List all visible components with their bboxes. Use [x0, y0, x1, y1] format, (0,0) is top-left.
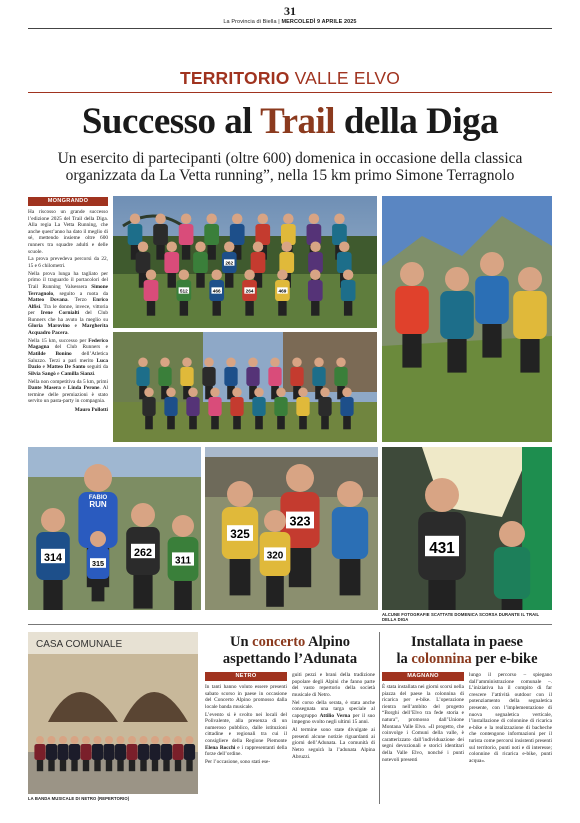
- concerto-paragraph: [292, 672, 375, 698]
- bib-number: 466: [212, 289, 221, 295]
- section-rule: [28, 92, 552, 93]
- bib-number: 262: [225, 261, 234, 267]
- concerto-paragraph: [205, 759, 287, 766]
- bib-number: 314: [43, 551, 63, 564]
- band-photo-caption: LA BANDA MUSICALE DI NETRO (REPERTORIO): [28, 796, 130, 801]
- photo-band-netro: [28, 632, 198, 794]
- concerto-paragraph: [205, 712, 287, 758]
- concerto-body-col2: [292, 672, 375, 761]
- bottom-section-rule: [28, 624, 552, 625]
- text-run: per il suo impegno svolto negli ultimi 15 anni.: [292, 712, 375, 726]
- concerto-title: [205, 634, 375, 668]
- main-paragraph: [28, 209, 108, 255]
- colonnina-title-post: per e-bike: [471, 651, 538, 667]
- person-name: Luca Dazio: [28, 357, 108, 371]
- text-run: e: [60, 385, 68, 392]
- bib-number: 262: [133, 546, 153, 559]
- person-name: Matteo De Santo: [46, 364, 86, 371]
- colonnina-title-line1: Installata in paese: [411, 634, 523, 650]
- concerto-location-tag: NETRO: [205, 672, 287, 681]
- text-run: del Club Runners che ha avuto la meglio su: [28, 310, 109, 323]
- person-name: Matilde Bonino: [28, 351, 72, 358]
- concerto-paragraph: [292, 700, 375, 726]
- text-run: e: [69, 323, 82, 330]
- concerto-paragraph: [292, 727, 375, 760]
- text-run: La prova prevedeva percorsi da 22, 15 e 6 chilometri.: [28, 256, 108, 269]
- person-name: Matteo Dovana: [28, 297, 68, 304]
- person-name: Simone Terragnolo: [28, 283, 108, 297]
- text-run: . Al termine delle premiazioni è stato servito un pasta-party in compagnia.: [28, 385, 108, 405]
- text-run: Al termine sono state divulgate ai presenti alcune notizie riguardanti ai giorni dell’Adunata. La comunità di Netro seguirà la l’adunata Alpina Abruzzi.: [292, 727, 375, 760]
- runner-figure: [494, 521, 530, 610]
- section-part2: VALLE ELVO: [294, 68, 401, 88]
- concerto-title-line2: aspettando l’Adunata: [222, 651, 358, 667]
- text-run: del Club Runners e: [49, 344, 108, 351]
- person-name: Dante Masera: [28, 385, 61, 392]
- text-run: . Tra le donne, invece, vittoria per: [28, 303, 108, 317]
- bib-number: 325: [230, 528, 250, 542]
- text-run: .: [93, 370, 96, 377]
- dateline: La Provincia di Biella | MERCOLEDÌ 9 APRILE 2025: [223, 19, 357, 25]
- concerto-title-highlight: concerto: [252, 634, 306, 650]
- headline-highlight: Trail: [260, 101, 336, 142]
- photo-runners-with-bibs: [28, 447, 201, 610]
- bib-number: 431: [429, 539, 455, 557]
- location-tag: MONGRANDO: [28, 197, 108, 206]
- text-run: Nel corso della serata, è stata anche consegnata una targa speciale al capogruppo: [292, 699, 375, 719]
- text-run: L’evento si è svolto nei locali del Polivalente, alla presenza di un numeroso pubblico, dalle istituzioni cittadine e regionali tra cui il consigliere della Regione Piemonte: [205, 711, 287, 744]
- headline-pre: Successo al: [81, 101, 261, 142]
- photo-four-runners: [382, 196, 552, 442]
- concerto-title-post: Alpino: [305, 634, 351, 650]
- text-run: e: [40, 364, 47, 371]
- person-name: Silvia Sangò: [28, 370, 56, 377]
- text-run: Nella 15 km, successo per: [28, 337, 89, 344]
- page-number: 31: [284, 4, 296, 18]
- photo-runners-finish: [205, 447, 378, 610]
- person-name: Camilla Sianzi: [60, 370, 94, 377]
- text-run: .: [67, 330, 69, 337]
- text-run: Nella non competitiva da 5 km, primi: [28, 378, 108, 385]
- colonnina-title-highlight: colonnina: [411, 651, 472, 667]
- person-name: Gloria Marovino: [28, 323, 70, 330]
- person-name: Linda Perone: [67, 385, 100, 392]
- issue-date: MERCOLEDÌ 9 APRILE 2025: [281, 19, 357, 25]
- text-run: dell’Atletica Saluzzo. Terzi a pari merito: [28, 351, 108, 364]
- main-paragraph: [28, 256, 108, 269]
- subheadline: Un esercito di partecipanti (oltre 600) domenica in occasione della classica organizzata da La Vetta running”, nella 15 km primo Simone Terragnolo: [57, 150, 523, 184]
- bib-number: 320: [266, 550, 284, 562]
- colonnina-title-pre: la: [396, 651, 412, 667]
- person-name: Irene Cornialti: [40, 310, 80, 317]
- newspaper-name: La Provincia di Biella: [223, 19, 277, 25]
- text-run: seguiti da: [85, 364, 109, 371]
- person-name: Attilio Verna: [319, 712, 351, 719]
- main-paragraph: [28, 338, 108, 378]
- concerto-title-pre: Un: [229, 634, 253, 650]
- text-run: Per l’occasione, sono stati ese-: [205, 758, 271, 765]
- headline: [0, 101, 580, 143]
- person-name: Margherita Acquadro Pacera: [28, 323, 108, 337]
- person-name: Enrico Alfisi: [28, 297, 108, 310]
- section-title: [0, 68, 580, 89]
- text-run: guiti pezzi e brani della tradizione popolare degli Alpini che fanno parte del vasto repertorio della società musicale di Netro.: [292, 672, 375, 698]
- main-paragraph: [28, 271, 108, 337]
- text-run: e: [55, 370, 61, 377]
- colonnina-title: [382, 634, 552, 668]
- bib-number: 323: [289, 514, 311, 529]
- photo-two-runners-selfie: [382, 447, 552, 610]
- colonnina-location-tag: MAGNANO: [382, 672, 464, 681]
- shirt-run-text: RUN: [89, 500, 107, 509]
- bib-number: 264: [245, 289, 254, 295]
- top-rule: [28, 28, 552, 29]
- article-divider: [379, 632, 380, 804]
- bib-number: 315: [92, 559, 104, 569]
- main-article-body: [28, 209, 108, 444]
- text-run: Nella prova lunga ha tagliato per primo il traguardo il portacolori del Trail Running Valsessera: [28, 270, 108, 290]
- photo-caption: ALCUNE FOTOGRAFIE SCATTATE DOMENICA SCORSA DURANTE IL TRAIL DELLA DIGA: [382, 612, 540, 622]
- person-name: Elena Rocchi: [205, 744, 236, 751]
- text-run: e i rappresentanti della forze dell’ordine.: [205, 744, 287, 758]
- concerto-body-col1: [205, 684, 287, 767]
- text-run: , seguito a ruota da: [53, 290, 108, 297]
- concerto-paragraph: [205, 684, 287, 710]
- shirt-name-text: FABIO: [88, 495, 108, 501]
- person-name: Federico Magagna: [28, 337, 108, 351]
- photo-group-runners: [113, 196, 377, 328]
- text-run: . Terzo: [67, 297, 93, 304]
- colonnina-body-col1: È stata installata nei giorni scorsi nella piazza del paese la colonnina di ricarica per e-bike. L’operazione rientra nell’ambito del progetto “Borghi dell’Elvo tra fede storia e natura”, promosso dall’Unione Montana Valle Elvo. «Il progetto, che coinvolge i Comuni della valle, è caratterizzato dall’individuazione dei segni devozionali e storici identitari della Valle Elvo, nonché i punti notevoli presenti: [382, 684, 464, 763]
- bib-number: 469: [278, 289, 287, 295]
- article-author: Mauro Pollotti: [74, 406, 108, 413]
- bib-number: 311: [175, 555, 191, 567]
- text-run: Ha riscosso un grande successo l’edizione 2025 del Trail della Diga. Alla regia La Vetta Running, che anche quest’anno ha dato il meglio di sé, mettendo insieme oltre 600 runners tra squadre adulti e delle scuole.: [28, 209, 108, 255]
- headline-post: della Diga: [335, 101, 499, 142]
- main-paragraph: [28, 379, 108, 405]
- text-run: In tanti hanno voluto essere presenti sabato scorso in paese in occasione del Concerto Alpino promosso dalla locale banda musicale.: [205, 684, 287, 710]
- section-part1: TERRITORIO: [179, 68, 290, 88]
- bib-number: 512: [179, 289, 188, 295]
- colonnina-body-col2: lungo il percorso – spiegano dall’amministrazione comunale –. L’iniziativa ha il compito di far crescere l’attività outdoor con il potenziamento della segnaletica presente, con l’implementazione di nuova segnaletica verticale, l’installazione di colonnine di ricarica e-bike e la realizzazione di bacheche che contengono informazioni per il turista come percorsi insistenti presenti sul territorio, punti noti e di interesse; colonnine di ricarica e-bike, punti acqua».: [469, 672, 552, 764]
- photo-runners-group-two: [113, 332, 377, 442]
- band-photo-sign: CASA COMUNALE: [36, 639, 123, 650]
